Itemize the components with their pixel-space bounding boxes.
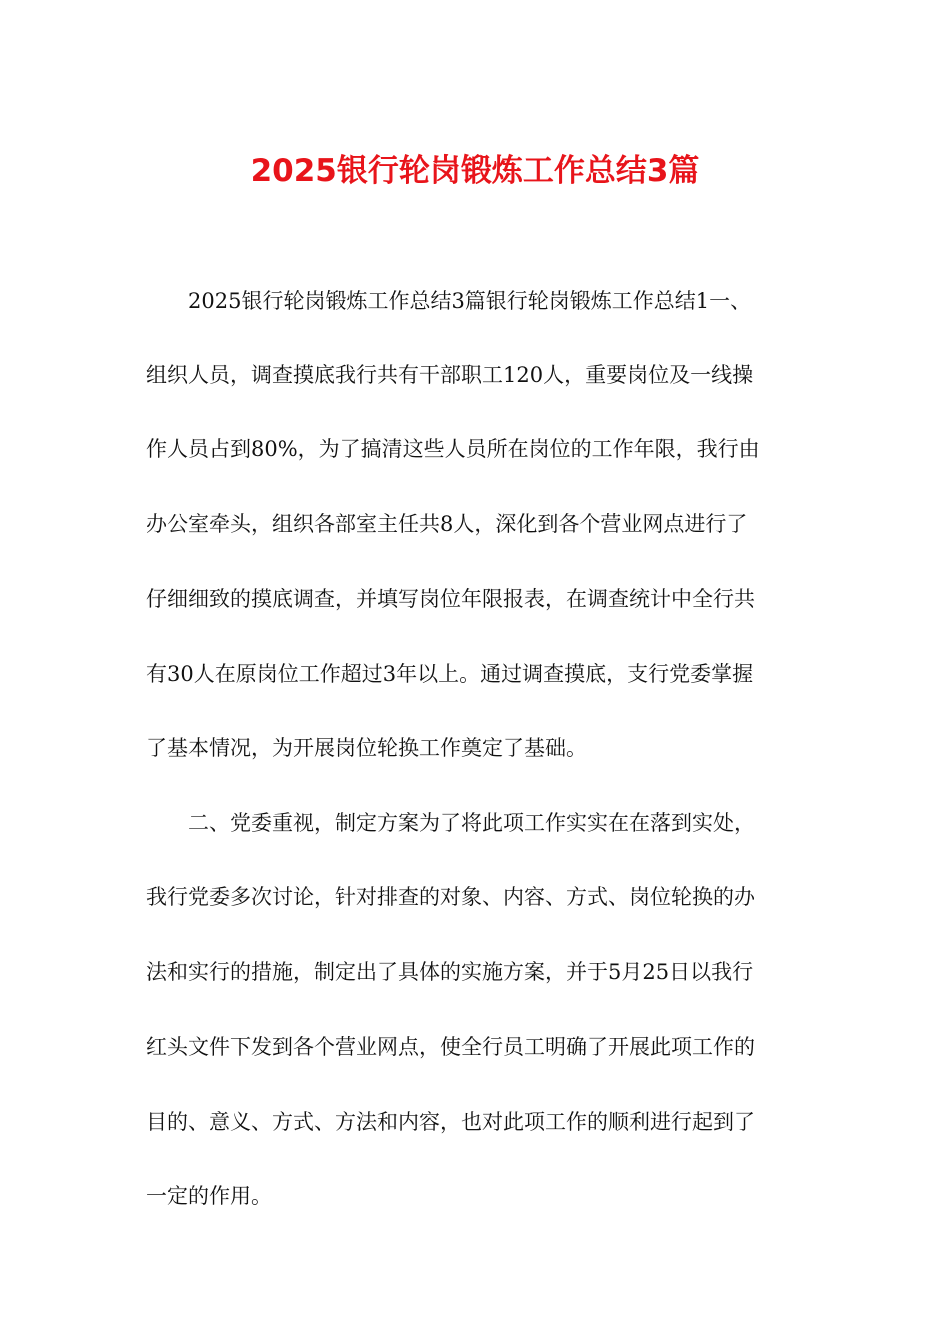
paragraph-line: 办公室牵头，组织各部室主任共8人，深化到各个营业网点进行了	[146, 512, 748, 536]
paragraph-line: 我行党委多次讨论，针对排查的对象、内容、方式、岗位轮换的办	[146, 885, 755, 909]
paragraph-line: 一定的作用。	[146, 1184, 272, 1208]
paragraph-line: 二、党委重视，制定方案为了将此项工作实实在在落到实处，	[188, 811, 755, 835]
paragraph-line: 有30人在原岗位工作超过3年以上。通过调查摸底，支行党委掌握	[146, 662, 754, 686]
paragraph-line: 作人员占到80%，为了搞清这些人员所在岗位的工作年限，我行由	[146, 437, 760, 461]
paragraph-line: 2025银行轮岗锻炼工作总结3篇银行轮岗锻炼工作总结1一、	[188, 289, 752, 313]
paragraph-line: 仔细细致的摸底调查，并填写岗位年限报表，在调查统计中全行共	[146, 587, 755, 611]
document-title: 2025银行轮岗锻炼工作总结3篇	[250, 153, 700, 189]
paragraph-line: 红头文件下发到各个营业网点，使全行员工明确了开展此项工作的	[146, 1035, 755, 1059]
paragraph-line: 了基本情况，为开展岗位轮换工作奠定了基础。	[146, 736, 587, 760]
paragraph-line: 法和实行的措施，制定出了具体的实施方案，并于5月25日以我行	[146, 960, 754, 984]
paragraph-line: 目的、意义、方式、方法和内容，也对此项工作的顺利进行起到了	[146, 1110, 755, 1134]
paragraph-line: 组织人员，调查摸底我行共有干部职工120人，重要岗位及一线操	[146, 363, 754, 387]
